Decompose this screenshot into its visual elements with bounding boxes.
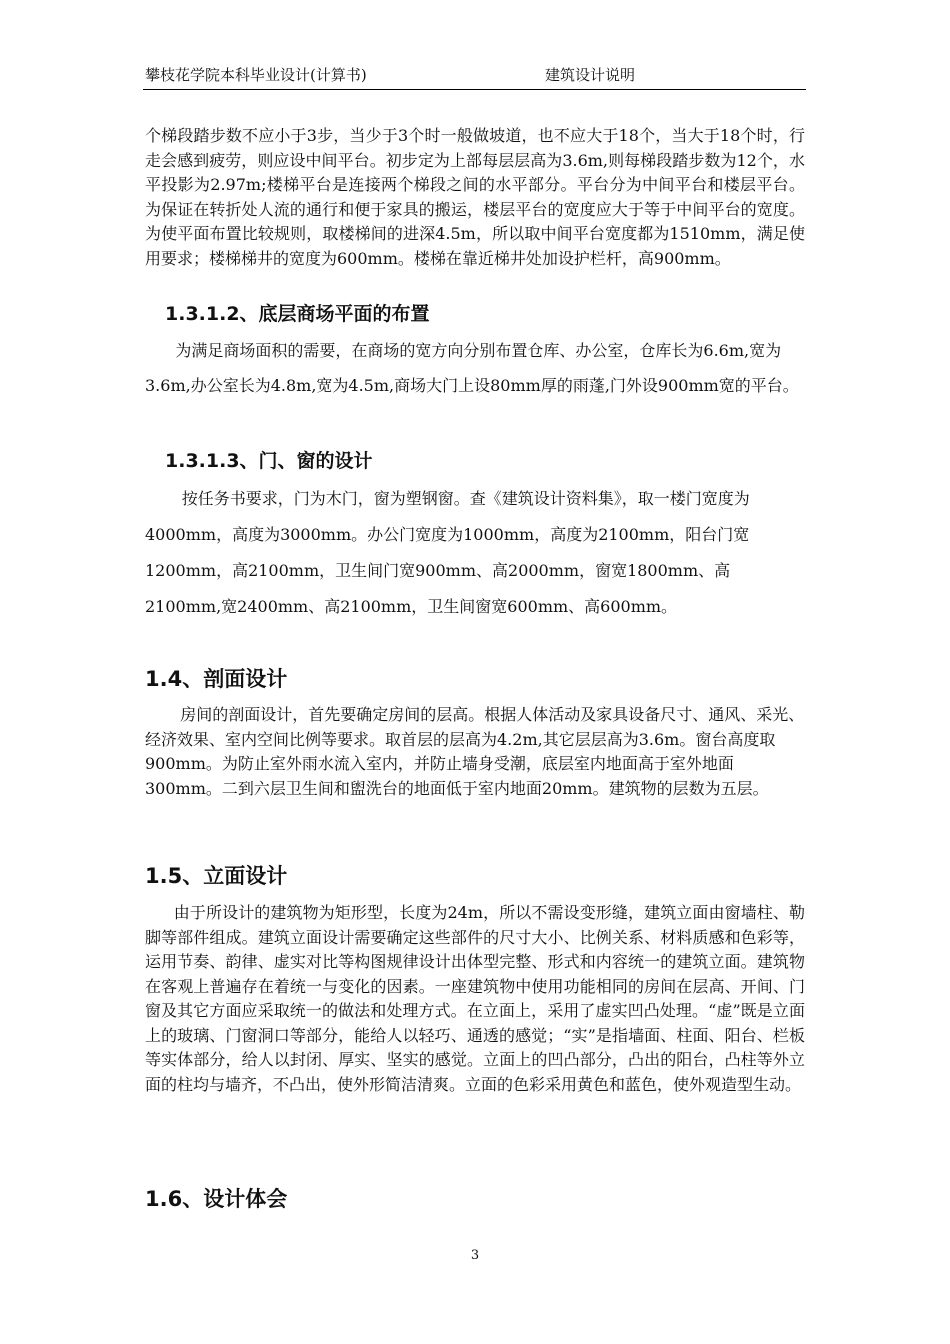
- paragraph-mall-layout: 为满足商场面积的需要，在商场的宽方向分别布置仓库、办公室，仓库长为6.6m,宽为3.6m,办公室长为4.8m,宽为4.5m,商场大门上设80mm厚的雨蓬,门外设900mm宽的平台。: [145, 341, 799, 395]
- page-number: 3: [470, 1248, 480, 1263]
- header-divider: [143, 89, 806, 90]
- running-header-title: 攀枝花学院本科毕业设计(计算书): [145, 66, 367, 84]
- paragraph-doors-windows: 按任务书要求，门为木门，窗为塑钢窗。查《建筑设计资料集》，取一楼门宽度为4000mm，高度为3000mm。办公门宽度为1000mm，高度为2100mm，阳台门宽1200mm，高2100mm，卫生间门宽900mm、高2000mm，窗宽1800mm、高2100mm,宽2400mm、高2100mm，卫生间窗宽600mm、高600mm。: [145, 489, 750, 616]
- paragraph-section-design: 房间的剖面设计，首先要确定房间的层高。根据人体活动及家具设备尺寸、通风、采光、经济效果、室内空间比例等要求。取首层的层高为4.2m,其它层层高为3.6m。窗台高度取900mm。为防止室外雨水流入室内，并防止墙身受潮，底层室内地面高于室外地面300mm。二到六层卫生间和盥洗台的地面低于室内地面20mm。建筑物的层数为五层。: [145, 705, 805, 798]
- heading-1-3-1-3: 1.3.1.3、门、窗的设计: [165, 450, 373, 472]
- heading-1-5: 1.5、立面设计: [145, 864, 288, 888]
- heading-1-6: 1.6、设计体会: [145, 1187, 288, 1211]
- heading-1-4: 1.4、剖面设计: [145, 667, 288, 691]
- running-header-section: 建筑设计说明: [545, 66, 636, 84]
- paragraph-elevation-design: 由于所设计的建筑物为矩形型，长度为24m，所以不需设变形缝，建筑立面由窗墙柱、勒脚等部件组成。建筑立面设计需要确定这些部件的尺寸大小、比例关系、材料质感和色彩等，运用节奏、韵律、虚实对比等构图规律设计出体型完整、形式和内容统一的建筑立面。建筑物在客观上普遍存在着统一与变化的因素。一座建筑物中使用功能相同的房间在层高、开间、门窗及其它方面应采取统一的做法和处理方式。在立面上，采用了虚实凹凸处理。“虚”既是立面上的玻璃、门窗洞口等部分，能给人以轻巧、通透的感觉；“实”是指墙面、柱面、阳台、栏板等实体部分，给人以封闭、厚实、坚实的感觉。立面上的凹凸部分，凸出的阳台，凸柱等外立面的柱均与墙齐，不凸出，使外形简洁清爽。立面的色彩采用黄色和蓝色，使外观造型生动。: [145, 903, 805, 1094]
- paragraph-stairs: 个梯段踏步数不应小于3步，当少于3个时一般做坡道，也不应大于18个，当大于18个时，行走会感到疲劳，则应设中间平台。初步定为上部每层层高为3.6m,则每梯段踏步数为12个，水平投影为2.97m;楼梯平台是连接两个梯段之间的水平部分。平台分为中间平台和楼层平台。为保证在转折处人流的通行和便于家具的搬运，楼层平台的宽度应大于等于中间平台的宽度。为使平面布置比较规则，取楼梯间的进深4.5m，所以取中间平台宽度都为1510mm，满足使用要求；楼梯梯井的宽度为600mm。楼梯在靠近梯井处加设护栏杆，高900mm。: [145, 126, 805, 268]
- heading-1-3-1-2: 1.3.1.2、底层商场平面的布置: [165, 303, 430, 325]
